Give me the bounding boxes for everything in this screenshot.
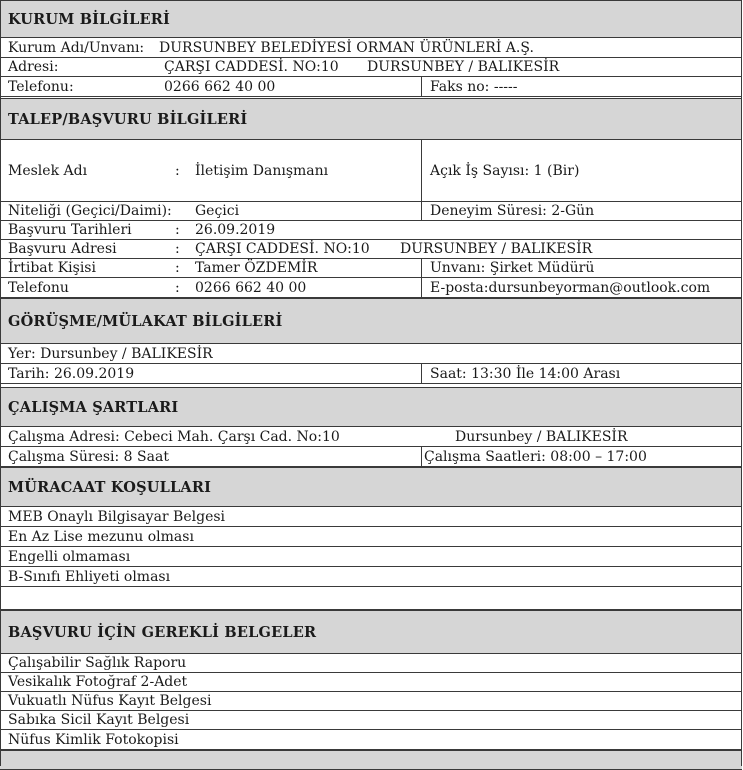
document-text: Çalışabilir Sağlık Raporu: [8, 655, 187, 671]
condition-text: MEB Onaylı Bilgisayar Belgesi: [8, 508, 226, 525]
document-text: Sabıka Sicil Kayıt Belgesi: [8, 712, 190, 728]
section-title: TALEP/BAŞVURU BİLGİLERİ: [8, 110, 248, 128]
section-header-gorusme: [0, 298, 742, 344]
section-header-kurum: [0, 0, 742, 38]
list-item: [0, 507, 742, 527]
value: İletişim Danışmanı: [195, 162, 329, 179]
divider: [421, 364, 422, 383]
condition-text: B-Sınıfı Ehliyeti olması: [8, 568, 171, 585]
talep-irtibat-row: [0, 259, 742, 278]
value: Unvanı: Şirket Müdürü: [430, 260, 595, 276]
talep-telefon-row: [0, 278, 742, 298]
label: Meslek Adı: [8, 162, 88, 179]
section-title: MÜRACAAT KOŞULLARI: [8, 478, 212, 496]
colon: :: [175, 222, 180, 238]
value: ÇARŞI CADDESİ. NO:10: [164, 59, 339, 75]
document-text: Vukuatlı Nüfus Kayıt Belgesi: [8, 693, 212, 709]
value: 0266 662 40 00: [164, 78, 276, 95]
value: Dursunbey / BALIKESİR: [455, 428, 628, 445]
kurum-address-row: [0, 58, 742, 77]
value: Saat: 13:30 İle 14:00 Arası: [430, 365, 621, 382]
value: Açık İş Sayısı: 1 (Bir): [430, 162, 580, 179]
calisma-adres-row: [0, 427, 742, 447]
section-title: BAŞVURU İÇİN GEREKLİ BELGELER: [8, 623, 317, 641]
label: Kurum Adı/Unvanı:: [8, 39, 145, 56]
section-header-belgeler: [0, 610, 742, 654]
value: ÇARŞI CADDESİ. NO:10: [195, 241, 370, 257]
value: Yer: Dursunbey / BALIKESİR: [8, 345, 213, 362]
value: Çalışma Saatleri: 08:00 – 17:00: [424, 448, 647, 465]
list-item: [0, 711, 742, 730]
list-item: [0, 673, 742, 692]
list-item: [0, 587, 742, 610]
value: DURSUNBEY / BALIKESİR: [400, 241, 593, 257]
talep-nitelik-row: [0, 202, 742, 221]
section-title: KURUM BİLGİLERİ: [8, 10, 171, 28]
value: E-posta:dursunbeyorman@outlook.com: [430, 279, 711, 296]
list-item: [0, 527, 742, 547]
value: Tamer ÖZDEMİR: [195, 260, 318, 276]
list-item: [0, 547, 742, 567]
label: Adresi:: [8, 59, 59, 75]
colon: :: [175, 260, 180, 276]
list-item: [0, 692, 742, 711]
kurum-phone-row: [0, 77, 742, 97]
section-title: GÖRÜŞME/MÜLAKAT BİLGİLERİ: [8, 312, 283, 330]
label: Başvuru Adresi: [8, 241, 117, 257]
value: 26.09.2019: [195, 222, 276, 238]
section-header-muracaat: [0, 467, 742, 507]
condition-text: Engelli olmaması: [8, 548, 131, 565]
gorusme-yer-row: [0, 344, 742, 364]
condition-text: En Az Lise mezunu olması: [8, 528, 194, 545]
value: Çalışma Adresi: Cebeci Mah. Çarşı Cad. No:10: [8, 428, 340, 445]
value: Tarih: 26.09.2019: [8, 365, 135, 382]
value: Çalışma Süresi: 8 Saat: [8, 448, 169, 465]
list-item: [0, 567, 742, 587]
label: İrtibat Kişisi: [8, 260, 96, 276]
colon: :: [175, 241, 180, 257]
list-item: [0, 730, 742, 750]
calisma-sure-row: [0, 447, 742, 467]
section-header-calisma: [0, 387, 742, 427]
value: Geçici: [195, 203, 240, 219]
value: DURSUNBEY BELEDİYESİ ORMAN ÜRÜNLERİ A.Ş.: [159, 39, 534, 56]
list-item: [0, 654, 742, 673]
talep-meslek-row: [0, 140, 742, 202]
divider: [421, 278, 422, 297]
document-text: Vesikalık Fotoğraf 2-Adet: [8, 674, 188, 690]
section-header-talep: [0, 98, 742, 140]
document-text: Nüfus Kimlik Fotokopisi: [8, 731, 179, 748]
kurum-name-row: [0, 38, 742, 58]
label: Telefonu: [8, 279, 69, 296]
talep-tarih-row: [0, 221, 742, 240]
value: DURSUNBEY / BALIKESİR: [367, 59, 560, 75]
value: Deneyim Süresi: 2-Gün: [430, 203, 595, 219]
colon: :: [175, 279, 180, 296]
label: Başvuru Tarihleri: [8, 222, 132, 238]
gorusme-tarih-row: [0, 364, 742, 384]
section-header-next: [0, 750, 742, 770]
label: Niteliği (Geçici/Daimi):: [8, 203, 172, 219]
value: 0266 662 40 00: [195, 279, 307, 296]
divider: [421, 202, 422, 220]
colon: :: [175, 162, 180, 179]
divider: [421, 77, 422, 96]
divider: [421, 259, 422, 277]
label: Telefonu:: [8, 78, 74, 95]
divider: [421, 140, 422, 201]
section-title: ÇALIŞMA ŞARTLARI: [8, 398, 179, 416]
talep-adres-row: [0, 240, 742, 259]
value: Faks no: -----: [430, 78, 518, 95]
divider: [421, 447, 422, 466]
